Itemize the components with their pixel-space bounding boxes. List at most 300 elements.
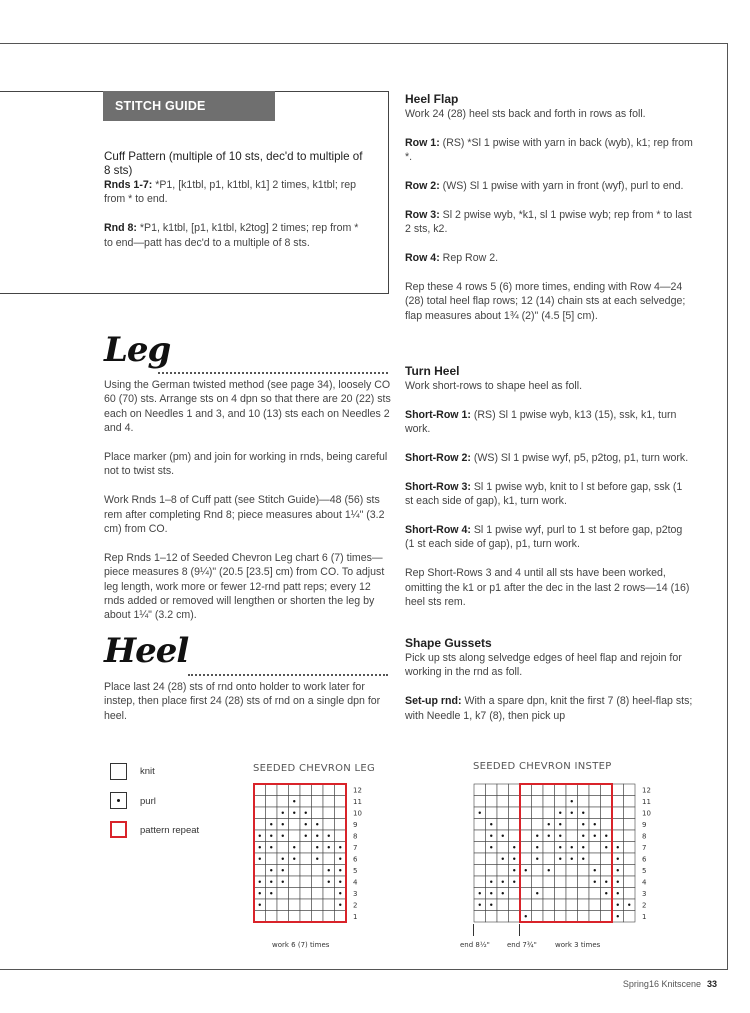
instep-chart-cell (543, 784, 555, 796)
leg-chart-row-label: 10 (353, 809, 362, 818)
leg-chart-cell (312, 888, 324, 900)
instep-chart-purl-dot (617, 892, 619, 894)
instep-chart-cell (555, 899, 567, 911)
leg-chart-purl-dot (339, 846, 341, 848)
leg-paragraph-1: Using the German twisted method (see page 34), loosely CO 60 (70) sts. Arrange sts on 4 dpn so that there are 20 (22) sts each on Needles 1 and 3, and 10 (13) sts each on Needles 2 and 4. (104, 379, 391, 435)
instep-note: work 3 times (555, 941, 601, 949)
instep-chart-cell (624, 819, 636, 831)
leg-chart-cell (300, 784, 312, 796)
instep-chart-cell (509, 807, 521, 819)
instep-chart-purl-dot (490, 823, 492, 825)
instep-chart-cell (520, 807, 532, 819)
leg-chart-purl-dot (328, 881, 330, 883)
instep-chart-row-label: 3 (642, 889, 647, 898)
instep-end-a-label: end 8½" (460, 941, 490, 949)
leg-chart-note: work 6 (7) times (272, 941, 330, 949)
short-row3-label: Short-Row 3: (405, 480, 471, 493)
instep-chart-cell (486, 807, 498, 819)
instep-chart-row-label: 8 (642, 832, 647, 841)
leg-chart-cell (254, 819, 266, 831)
gussets-intro: Pick up sts along selvedge edges of heel flap and rejoin for working in the rnd as foll. (405, 652, 682, 679)
instep-chart-cell (578, 899, 590, 911)
row4-label: Row 4: (405, 252, 440, 264)
leg-chart-purl-dot (293, 846, 295, 848)
instep-chart-cell (589, 899, 601, 911)
instep-chart-purl-dot (582, 835, 584, 837)
leg-chart-purl-dot (282, 869, 284, 871)
leg-chart-cell (300, 899, 312, 911)
instep-chart-cell (555, 911, 567, 923)
instep-chart-cell (578, 796, 590, 808)
short-row2-text: (WS) Sl 1 pwise wyf, p5, p2tog, p1, turn work. (470, 452, 689, 464)
leg-chart-row-label: 7 (353, 843, 358, 852)
leg-chart-cell (289, 888, 301, 900)
instep-chart-row-label: 5 (642, 866, 647, 875)
heel-text: Place last 24 (28) sts of rnd onto holder to work later for instep, then place first 24 (28) sts of rnd on a single dpn for heel. (104, 681, 381, 722)
instep-chart-cell (601, 784, 613, 796)
instep-chart-cell (486, 784, 498, 796)
leg-chart-cell (335, 911, 347, 923)
instep-chart-purl-dot (479, 892, 481, 894)
leg-chart-purl-dot (305, 835, 307, 837)
instep-chart-cell (520, 796, 532, 808)
instep-chart-cell (497, 842, 509, 854)
instep-chart-purl-dot (594, 835, 596, 837)
instep-chart-cell (612, 819, 624, 831)
short-row1-text: (RS) Sl 1 pwise wyb, k13 (15), ssk, k1, turn work. (405, 408, 677, 436)
instep-chart-cell (543, 899, 555, 911)
leg-chart-purl-dot (293, 812, 295, 814)
leg-chart (253, 783, 375, 930)
pattern-repeat-symbol (110, 821, 127, 838)
leg-chart-cell (323, 796, 335, 808)
leg-chart-purl-dot (339, 858, 341, 860)
leg-chart-cell (277, 899, 289, 911)
row3-text: Sl 2 pwise wyb, *k1, sl 1 pwise wyb; rep from * to last 2 sts, k2. (405, 208, 692, 236)
leg-chart-purl-dot (282, 835, 284, 837)
leg-chart-row-label: 5 (353, 866, 358, 875)
instep-chart-purl-dot (502, 835, 504, 837)
instep-chart-purl-dot (548, 823, 550, 825)
leg-chart-purl-dot (259, 881, 261, 883)
instep-chart-cell (612, 784, 624, 796)
instep-chart-cell (589, 911, 601, 923)
leg-chart-cell (312, 876, 324, 888)
instep-chart-purl-dot (582, 812, 584, 814)
instep-chart-cell (601, 899, 613, 911)
instep-chart-purl-dot (513, 846, 515, 848)
instep-chart-purl-dot (582, 823, 584, 825)
instep-chart-purl-dot (571, 800, 573, 802)
instep-chart-cell (624, 853, 636, 865)
leg-chart-purl-dot (328, 869, 330, 871)
instep-chart-purl-dot (536, 892, 538, 894)
leg-chart-row-label: 3 (353, 889, 358, 898)
leg-chart-cell (335, 796, 347, 808)
instep-chart-purl-dot (490, 881, 492, 883)
leg-chart-purl-dot (305, 812, 307, 814)
leg-chart-purl-dot (293, 858, 295, 860)
leg-chart-cell (254, 807, 266, 819)
footer (623, 979, 717, 989)
instep-chart-cell (474, 796, 486, 808)
instep-chart-cell (497, 784, 509, 796)
instep-chart-row-label: 4 (642, 878, 647, 887)
leg-chart-purl-dot (270, 823, 272, 825)
instep-chart-row-label: 1 (642, 912, 647, 921)
instep-chart-purl-dot (605, 835, 607, 837)
leg-chart-cell (323, 807, 335, 819)
instep-chart-cell (474, 819, 486, 831)
instep-chart-cell (474, 853, 486, 865)
leg-chart-cell (312, 911, 324, 923)
leg-chart-row-label: 8 (353, 832, 358, 841)
instep-chart-cell (474, 865, 486, 877)
leg-chart-cell (289, 830, 301, 842)
instep-chart-cell (555, 876, 567, 888)
instep-chart-cell (520, 842, 532, 854)
rnds17-label: Rnds 1-7: (104, 179, 153, 191)
leg-chart-cell (266, 853, 278, 865)
instep-chart-purl-dot (571, 812, 573, 814)
instep-chart-purl-dot (525, 915, 527, 917)
instep-chart-purl-dot (605, 846, 607, 848)
heel-flap-text (405, 107, 693, 323)
row2-text: (WS) Sl 1 pwise with yarn in front (wyf), purl to end. (439, 180, 684, 192)
instep-chart-cell (509, 819, 521, 831)
instep-chart-cell (601, 865, 613, 877)
leg-chart-cell (323, 853, 335, 865)
instep-chart-purl-dot (571, 846, 573, 848)
instep-chart-cell (509, 888, 521, 900)
instep-chart-cell (520, 830, 532, 842)
instep-chart-row-label: 11 (642, 797, 651, 806)
shape-gussets-heading: Shape Gussets (405, 636, 492, 650)
instep-chart-cell (486, 865, 498, 877)
instep-chart-purl-dot (479, 812, 481, 814)
instep-chart-cell (624, 876, 636, 888)
instep-chart-cell (486, 911, 498, 923)
instep-chart-purl-dot (594, 869, 596, 871)
instep-chart-cell (566, 865, 578, 877)
instep-chart-cell (589, 888, 601, 900)
short-row2-label: Short-Row 2: (405, 452, 471, 464)
row1-label: Row 1: (405, 136, 440, 149)
instep-chart-purl-dot (594, 881, 596, 883)
heel-divider (188, 674, 388, 676)
leg-chart-row-label: 2 (353, 901, 358, 910)
instep-chart-cell (543, 796, 555, 808)
leg-chart-purl-dot (339, 881, 341, 883)
instep-chart-cell (543, 842, 555, 854)
page-number: 33 (706, 979, 717, 989)
heel-title: Heel (104, 631, 189, 671)
leg-paragraph-4: Rep Rnds 1–12 of Seeded Chevron Leg chart 6 (7) times—piece measures 8 (9¼)" (20.5 [23.5] cm) from CO. To adjust leg length, work more or fewer 12-rnd patt reps; every 12 rnds added or removed will lengthen or shorten the leg by about 1¼" (3.2 cm). (104, 551, 385, 622)
leg-chart-cell (277, 784, 289, 796)
leg-chart-purl-dot (270, 846, 272, 848)
leg-chart-purl-dot (305, 823, 307, 825)
instep-chart-cell (474, 830, 486, 842)
legend-repeat-label: pattern repeat (140, 825, 200, 836)
leg-paragraph-2: Place marker (pm) and join for working in rnds, being careful not to twist sts. (104, 451, 388, 478)
instep-chart-cell (520, 853, 532, 865)
leg-chart-cell (300, 853, 312, 865)
leg-chart-cell (300, 796, 312, 808)
leg-chart-cell (300, 842, 312, 854)
instep-chart-cell (612, 796, 624, 808)
leg-chart-cell (312, 865, 324, 877)
leg-chart-row-label: 11 (353, 797, 362, 806)
instep-chart-purl-dot (536, 858, 538, 860)
leg-chart-cell (289, 876, 301, 888)
instep-chart-cell (532, 807, 544, 819)
instep-chart-cell (497, 899, 509, 911)
instep-chart-cell (624, 911, 636, 923)
instep-chart-cell (486, 853, 498, 865)
instep-chart-purl-dot (513, 869, 515, 871)
instep-chart-cell (474, 784, 486, 796)
instep-chart-purl-dot (617, 915, 619, 917)
instep-chart-purl-dot (571, 858, 573, 860)
leg-chart-row-label: 6 (353, 855, 358, 864)
leg-chart-cell (335, 784, 347, 796)
instep-chart-purl-dot (617, 846, 619, 848)
instep-chart-cell (509, 830, 521, 842)
instep-chart-cell (532, 784, 544, 796)
leg-chart-cell (323, 899, 335, 911)
instep-chart-cell (566, 888, 578, 900)
leg-chart-cell (335, 807, 347, 819)
rnd8-label: Rnd 8: (104, 222, 137, 235)
leg-chart-purl-dot (259, 846, 261, 848)
instep-chart-purl-dot (513, 881, 515, 883)
instep-chart-cell (624, 842, 636, 854)
instep-chart-cell (612, 830, 624, 842)
heel-flap-heading: Heel Flap (405, 92, 459, 106)
leg-chart-purl-dot (316, 846, 318, 848)
leg-chart-purl-dot (270, 881, 272, 883)
leg-chart-cell (277, 842, 289, 854)
instep-chart-cell (589, 784, 601, 796)
instep-chart-cell (589, 796, 601, 808)
leg-chart-cell (266, 796, 278, 808)
instep-chart-cell (509, 911, 521, 923)
leg-chart-purl-dot (316, 835, 318, 837)
footer-issue: Spring16 Knitscene (622, 979, 701, 989)
heel-flap-rep: Rep these 4 rows 5 (6) more times, ending with Row 4—24 (28) total heel flap rows; 12 (14) chain sts at each selvedge; flap measures about 1¾ (2)" (4.5 [5] cm). (405, 280, 686, 322)
purl-symbol (110, 792, 127, 809)
instep-chart-cell (497, 911, 509, 923)
leg-chart-purl-dot (282, 823, 284, 825)
leg-chart-cell (300, 865, 312, 877)
instep-chart-purl-dot (490, 892, 492, 894)
turn-heel-intro: Work short-rows to shape heel as foll. (405, 380, 583, 392)
instep-chart-purl-dot (536, 835, 538, 837)
instep-chart-cell (474, 876, 486, 888)
cuff-pattern-heading: Cuff Pattern (multiple of 10 sts, dec'd to multiple of 8 sts) (104, 150, 363, 177)
instep-chart-purl-dot (617, 869, 619, 871)
leg-chart-cell (323, 819, 335, 831)
leg-chart-purl-dot (259, 835, 261, 837)
instep-chart-purl-dot (490, 846, 492, 848)
instep-chart-cell (578, 784, 590, 796)
instep-chart-purl-dot (582, 858, 584, 860)
instep-chart-row-label: 12 (642, 786, 651, 795)
leg-chart-cell (312, 807, 324, 819)
leg-chart-cell (300, 888, 312, 900)
instep-chart-cell (520, 819, 532, 831)
leg-chart-cell (289, 819, 301, 831)
instep-chart-cell (555, 888, 567, 900)
leg-chart-cell (323, 784, 335, 796)
legend-knit-label: knit (140, 766, 155, 777)
leg-text (104, 378, 392, 623)
instep-chart-cell (543, 911, 555, 923)
leg-chart-purl-dot (259, 858, 261, 860)
instep-chart-cell (566, 830, 578, 842)
leg-chart-cell (289, 911, 301, 923)
instep-chart-purl-dot (582, 846, 584, 848)
instep-chart-purl-dot (536, 846, 538, 848)
instep-chart-cell (509, 796, 521, 808)
leg-chart-cell (300, 876, 312, 888)
instep-chart-cell (612, 807, 624, 819)
instep-chart-purl-dot (559, 823, 561, 825)
instep-chart-cell (520, 876, 532, 888)
leg-chart-cell (300, 911, 312, 923)
leg-chart-purl-dot (282, 812, 284, 814)
instep-chart-purl-dot (559, 858, 561, 860)
instep-chart-cell (520, 888, 532, 900)
cuff-pattern-text (104, 178, 362, 250)
instep-chart-row-label: 9 (642, 820, 647, 829)
instep-chart-purl-dot (559, 812, 561, 814)
instep-chart-cell (589, 842, 601, 854)
instep-chart-cell (543, 807, 555, 819)
leg-chart-purl-dot (328, 846, 330, 848)
instep-chart-cell (509, 899, 521, 911)
instep-chart-cell (578, 876, 590, 888)
setup-rnd-label: Set-up rnd: (405, 695, 462, 708)
leg-chart-cell (312, 899, 324, 911)
leg-paragraph-3: Work Rnds 1–8 of Cuff patt (see Stitch Guide)—48 (56) sts rem after completing Rnd 8; piece measures about 1¼" (3.2 cm) from CO. (104, 494, 385, 536)
leg-chart-cell (312, 796, 324, 808)
instep-chart-cell (601, 853, 613, 865)
leg-chart-cell (254, 911, 266, 923)
instep-chart-row-label: 10 (642, 809, 651, 818)
leg-chart-cell (335, 819, 347, 831)
row1-text: (RS) *Sl 1 pwise with yarn in back (wyb), k1; rep from *. (405, 136, 693, 164)
instep-chart-purl-dot (548, 835, 550, 837)
leg-chart-cell (266, 807, 278, 819)
instep-chart-purl-dot (617, 904, 619, 906)
instep-chart-purl-dot (502, 892, 504, 894)
instep-chart-cell (543, 888, 555, 900)
instep-chart-purl-dot (559, 835, 561, 837)
instep-chart-cell (578, 888, 590, 900)
instep-end-b-label: end 7¾" (507, 941, 537, 949)
leg-chart-cell (289, 865, 301, 877)
instep-chart-cell (624, 865, 636, 877)
row2-label: Row 2: (405, 180, 440, 192)
instep-chart-row-label: 2 (642, 901, 647, 910)
leg-chart-cell (277, 796, 289, 808)
leg-chart-row-label: 4 (353, 878, 358, 887)
instep-chart-cell (509, 784, 521, 796)
turn-heel-text (405, 379, 693, 609)
leg-chart-purl-dot (339, 904, 341, 906)
instep-chart-cell (532, 899, 544, 911)
leg-chart-cell (266, 911, 278, 923)
rnds17-text: *P1, [k1tbl, p1, k1tbl, k1] 2 times, k1tbl; rep from * to end. (104, 179, 357, 206)
leg-chart-purl-dot (282, 858, 284, 860)
instep-chart-cell (555, 796, 567, 808)
leg-chart-purl-dot (316, 858, 318, 860)
instep-chart-cell (578, 865, 590, 877)
instep-chart-cell (543, 876, 555, 888)
leg-chart-cell (266, 899, 278, 911)
instep-chart-cell (486, 796, 498, 808)
leg-chart-cell (277, 911, 289, 923)
instep-chart (473, 783, 664, 930)
instep-chart-cell (566, 784, 578, 796)
instep-chart-purl-dot (594, 823, 596, 825)
legend-purl-label: purl (140, 796, 156, 807)
instep-chart-purl-dot (559, 846, 561, 848)
leg-chart-cell (323, 911, 335, 923)
leg-chart-cell (277, 888, 289, 900)
instep-chart-cell (566, 911, 578, 923)
short-row3-text: Sl 1 pwise wyb, knit to l st before gap, ssk (1 st each side of gap), k1, turn work. (405, 480, 683, 508)
instep-chart-cell (578, 911, 590, 923)
leg-chart-purl-dot (270, 835, 272, 837)
instep-chart-cell (566, 819, 578, 831)
leg-chart-row-label: 12 (353, 786, 362, 795)
leg-chart-cell (254, 796, 266, 808)
instep-chart-svg (473, 783, 664, 925)
instep-chart-purl-dot (479, 904, 481, 906)
heel-flap-intro: Work 24 (28) heel sts back and forth in rows as foll. (405, 108, 646, 120)
turn-heel-heading: Turn Heel (405, 364, 460, 378)
instep-chart-cell (532, 876, 544, 888)
turn-heel-rep: Rep Short-Rows 3 and 4 until all sts have been worked, omitting the k1 or p1 after the dec in the last 2 rows—14 (16) heel sts rem. (405, 567, 690, 609)
leg-chart-purl-dot (259, 904, 261, 906)
instep-chart-purl-dot (605, 881, 607, 883)
short-row1-label: Short-Row 1: (405, 408, 471, 421)
instep-chart-cell (474, 911, 486, 923)
instep-chart-purl-dot (548, 869, 550, 871)
instep-chart-cell (532, 796, 544, 808)
instep-chart-cell (497, 865, 509, 877)
leg-chart-cell (289, 899, 301, 911)
instep-chart-cell (497, 796, 509, 808)
instep-chart-cell (555, 865, 567, 877)
leg-chart-purl-dot (339, 869, 341, 871)
instep-chart-cell (566, 899, 578, 911)
instep-chart-title: SEEDED CHEVRON INSTEP (473, 761, 612, 772)
instep-chart-cell (497, 819, 509, 831)
leg-chart-purl-dot (282, 881, 284, 883)
leg-chart-purl-dot (270, 869, 272, 871)
instep-chart-cell (601, 819, 613, 831)
instep-chart-purl-dot (490, 904, 492, 906)
instep-chart-cell (532, 865, 544, 877)
shape-gussets-text (405, 651, 693, 723)
leg-chart-purl-dot (328, 835, 330, 837)
instep-chart-cell (624, 888, 636, 900)
leg-chart-cell (289, 784, 301, 796)
instep-chart-cell (520, 899, 532, 911)
